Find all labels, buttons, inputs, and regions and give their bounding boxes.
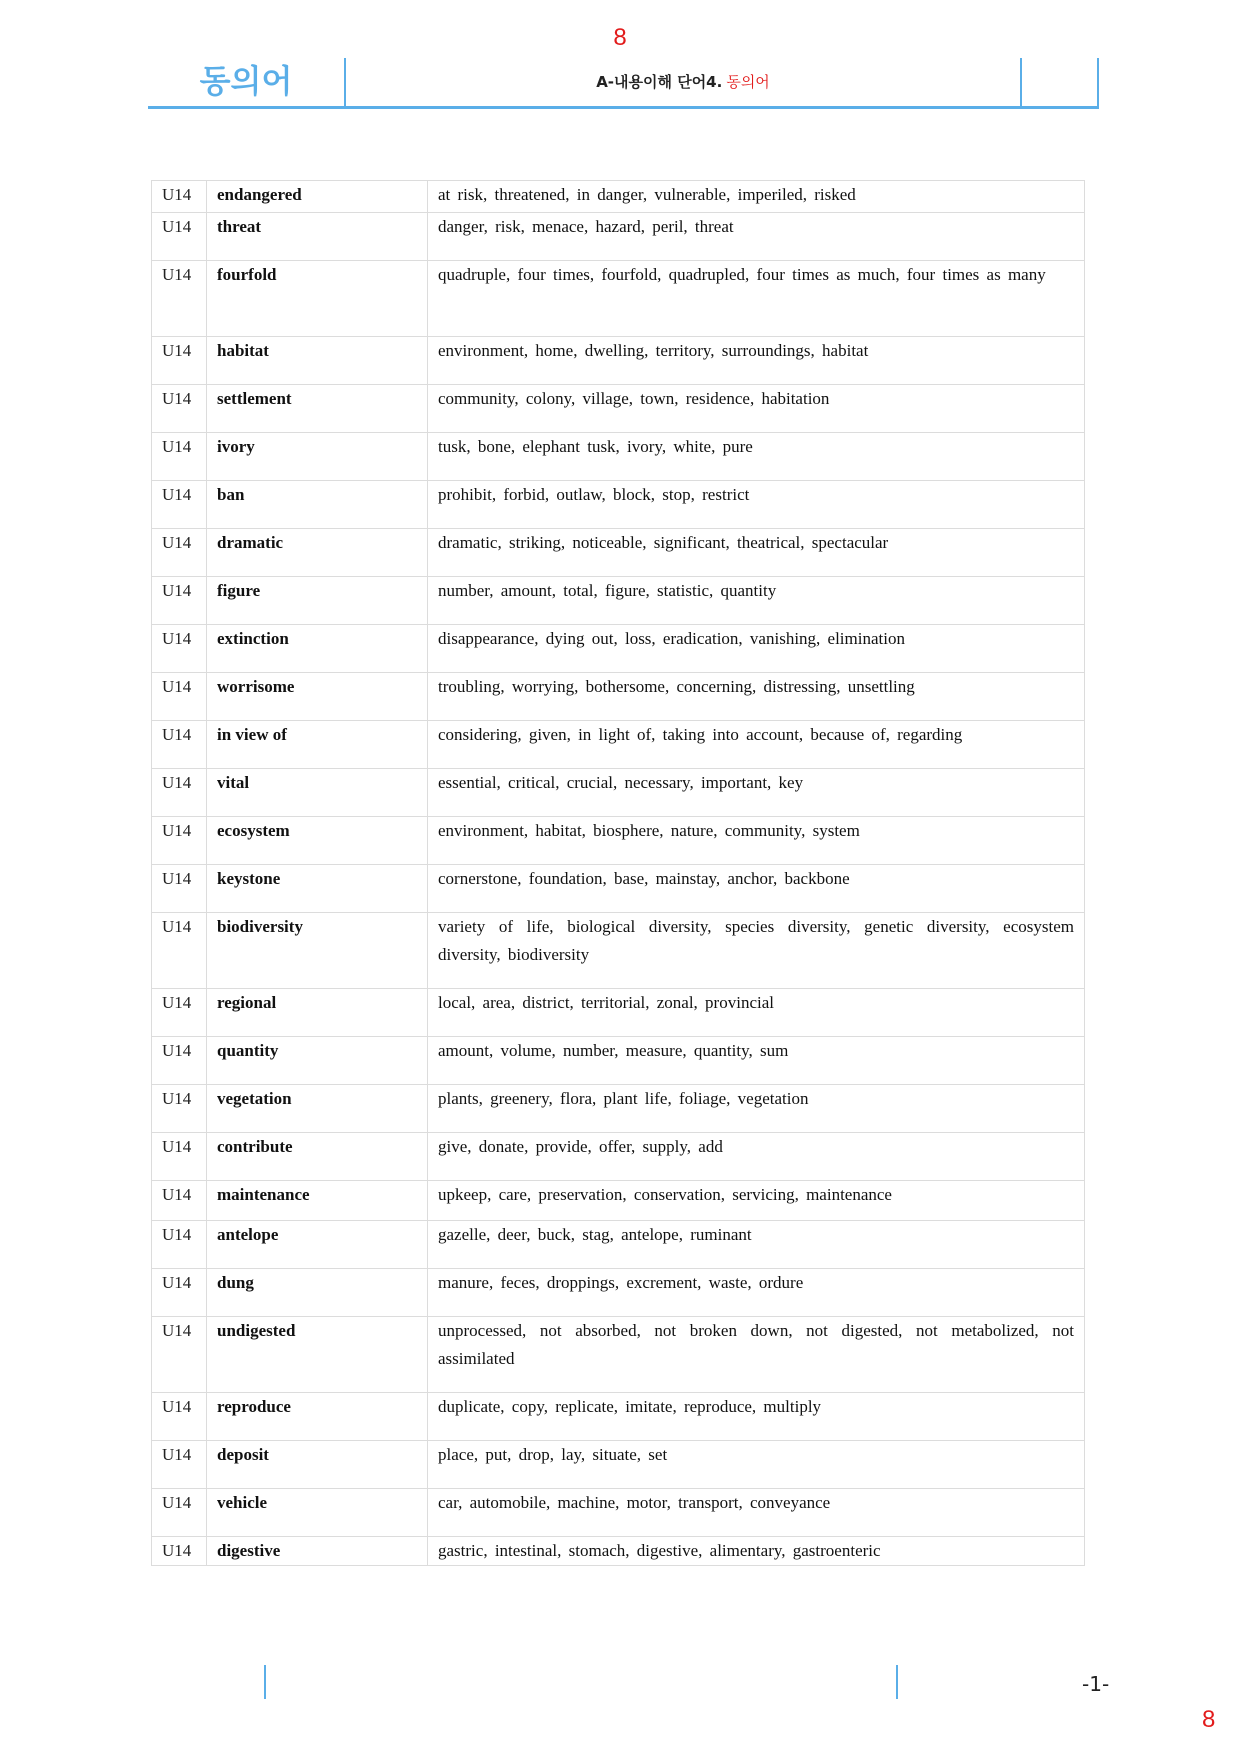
table-row — [152, 1441, 1085, 1489]
table-row — [152, 433, 1085, 481]
header-title: 동의어 — [199, 62, 293, 100]
synonyms-cell: quadruple, four times, fourfold, quadrupled, four times as much, four times as many — [428, 261, 1085, 337]
unit-cell: U14 — [152, 913, 207, 989]
unit-cell: U14 — [152, 337, 207, 385]
unit-cell: U14 — [152, 529, 207, 577]
table-row — [152, 625, 1085, 673]
table-row — [152, 213, 1085, 261]
unit-cell: U14 — [152, 181, 207, 213]
word-cell: habitat — [207, 337, 428, 385]
table-row — [152, 1037, 1085, 1085]
unit-cell: U14 — [152, 1441, 207, 1489]
top-page-number: 8 — [613, 24, 627, 51]
unit-cell: U14 — [152, 817, 207, 865]
word-cell: undigested — [207, 1317, 428, 1393]
unit-cell: U14 — [152, 989, 207, 1037]
header-divider-end — [1097, 58, 1099, 106]
word-cell: figure — [207, 577, 428, 625]
synonyms-cell: number, amount, total, figure, statistic, quantity — [428, 577, 1085, 625]
word-cell: threat — [207, 213, 428, 261]
table-row — [152, 181, 1085, 213]
unit-cell: U14 — [152, 481, 207, 529]
table-row — [152, 913, 1085, 989]
table-row — [152, 769, 1085, 817]
unit-cell: U14 — [152, 1037, 207, 1085]
unit-cell: U14 — [152, 1269, 207, 1317]
unit-cell: U14 — [152, 213, 207, 261]
table-row — [152, 1269, 1085, 1317]
unit-cell: U14 — [152, 865, 207, 913]
table-row — [152, 1317, 1085, 1393]
word-cell: deposit — [207, 1441, 428, 1489]
unit-cell: U14 — [152, 1489, 207, 1537]
synonyms-cell: prohibit, forbid, outlaw, block, stop, restrict — [428, 481, 1085, 529]
word-cell: regional — [207, 989, 428, 1037]
word-cell: in view of — [207, 721, 428, 769]
word-cell: extinction — [207, 625, 428, 673]
word-cell: maintenance — [207, 1181, 428, 1221]
unit-cell: U14 — [152, 625, 207, 673]
synonyms-cell: essential, critical, crucial, necessary, important, key — [428, 769, 1085, 817]
unit-cell: U14 — [152, 261, 207, 337]
table-row — [152, 1221, 1085, 1269]
word-cell: ecosystem — [207, 817, 428, 865]
header-subtitle — [346, 58, 1020, 106]
synonyms-cell: unprocessed, not absorbed, not broken down, not digested, not metabolized, not assimilated — [428, 1317, 1085, 1393]
synonyms-cell: community, colony, village, town, residence, habitation — [428, 385, 1085, 433]
table-row — [152, 1181, 1085, 1221]
synonyms-cell: place, put, drop, lay, situate, set — [428, 1441, 1085, 1489]
table-row — [152, 529, 1085, 577]
synonyms-cell: at risk, threatened, in danger, vulnerable, imperiled, risked — [428, 181, 1085, 213]
word-cell: vital — [207, 769, 428, 817]
unit-cell: U14 — [152, 1085, 207, 1133]
unit-cell: U14 — [152, 1537, 207, 1566]
word-cell: antelope — [207, 1221, 428, 1269]
bottom-page-number: 8 — [1202, 1706, 1216, 1733]
synonyms-cell: tusk, bone, elephant tusk, ivory, white, pure — [428, 433, 1085, 481]
table-row — [152, 865, 1085, 913]
synonyms-cell: danger, risk, menace, hazard, peril, threat — [428, 213, 1085, 261]
header-divider-right — [1020, 58, 1022, 106]
word-cell: dramatic — [207, 529, 428, 577]
footer-divider-left — [264, 1665, 266, 1699]
table-row — [152, 1085, 1085, 1133]
unit-cell: U14 — [152, 1393, 207, 1441]
word-cell: ivory — [207, 433, 428, 481]
unit-cell: U14 — [152, 1221, 207, 1269]
synonyms-cell: troubling, worrying, bothersome, concerning, distressing, unsettling — [428, 673, 1085, 721]
synonyms-cell: environment, habitat, biosphere, nature, community, system — [428, 817, 1085, 865]
word-cell: keystone — [207, 865, 428, 913]
synonyms-cell: variety of life, biological diversity, species diversity, genetic diversity, ecosystem diversity, biodiversity — [428, 913, 1085, 989]
synonyms-cell: amount, volume, number, measure, quantity, sum — [428, 1037, 1085, 1085]
header — [148, 58, 1099, 109]
table-row — [152, 1393, 1085, 1441]
table-row — [152, 1489, 1085, 1537]
synonyms-cell: duplicate, copy, replicate, imitate, reproduce, multiply — [428, 1393, 1085, 1441]
synonyms-cell: plants, greenery, flora, plant life, foliage, vegetation — [428, 1085, 1085, 1133]
synonyms-cell: cornerstone, foundation, base, mainstay, anchor, backbone — [428, 865, 1085, 913]
unit-cell: U14 — [152, 385, 207, 433]
unit-cell: U14 — [152, 1133, 207, 1181]
table-row — [152, 1133, 1085, 1181]
table-row — [152, 337, 1085, 385]
unit-cell: U14 — [152, 433, 207, 481]
table-row — [152, 481, 1085, 529]
word-cell: dung — [207, 1269, 428, 1317]
synonyms-cell: upkeep, care, preservation, conservation, servicing, maintenance — [428, 1181, 1085, 1221]
table-row — [152, 721, 1085, 769]
unit-cell: U14 — [152, 577, 207, 625]
header-subtitle-text: A-내용이해 단어4. — [596, 73, 723, 91]
word-cell: settlement — [207, 385, 428, 433]
table-row — [152, 989, 1085, 1037]
synonyms-cell: gazelle, deer, buck, stag, antelope, ruminant — [428, 1221, 1085, 1269]
word-cell: contribute — [207, 1133, 428, 1181]
synonyms-cell: give, donate, provide, offer, supply, add — [428, 1133, 1085, 1181]
synonyms-cell: gastric, intestinal, stomach, digestive, alimentary, gastroenteric — [428, 1537, 1085, 1566]
word-cell: ban — [207, 481, 428, 529]
word-cell: worrisome — [207, 673, 428, 721]
word-cell: biodiversity — [207, 913, 428, 989]
page-number: -1- — [1082, 1672, 1110, 1696]
synonym-table-body — [152, 181, 1085, 1566]
header-subtitle-red: 동의어 — [726, 73, 770, 91]
table-row — [152, 577, 1085, 625]
unit-cell: U14 — [152, 1181, 207, 1221]
word-cell: endangered — [207, 181, 428, 213]
synonyms-cell: manure, feces, droppings, excrement, waste, ordure — [428, 1269, 1085, 1317]
table-row — [152, 673, 1085, 721]
unit-cell: U14 — [152, 1317, 207, 1393]
footer-divider-right — [896, 1665, 898, 1699]
unit-cell: U14 — [152, 673, 207, 721]
unit-cell: U14 — [152, 721, 207, 769]
synonyms-cell: environment, home, dwelling, territory, surroundings, habitat — [428, 337, 1085, 385]
synonyms-cell: local, area, district, territorial, zonal, provincial — [428, 989, 1085, 1037]
table-row — [152, 385, 1085, 433]
word-cell: vegetation — [207, 1085, 428, 1133]
table-row — [152, 817, 1085, 865]
synonyms-cell: car, automobile, machine, motor, transport, conveyance — [428, 1489, 1085, 1537]
word-cell: digestive — [207, 1537, 428, 1566]
synonym-table — [151, 180, 1085, 1566]
table-row — [152, 1537, 1085, 1566]
word-cell: quantity — [207, 1037, 428, 1085]
word-cell: reproduce — [207, 1393, 428, 1441]
word-cell: fourfold — [207, 261, 428, 337]
synonyms-cell: disappearance, dying out, loss, eradication, vanishing, elimination — [428, 625, 1085, 673]
table-row — [152, 261, 1085, 337]
unit-cell: U14 — [152, 769, 207, 817]
synonyms-cell: considering, given, in light of, taking into account, because of, regarding — [428, 721, 1085, 769]
synonyms-cell: dramatic, striking, noticeable, significant, theatrical, spectacular — [428, 529, 1085, 577]
word-cell: vehicle — [207, 1489, 428, 1537]
